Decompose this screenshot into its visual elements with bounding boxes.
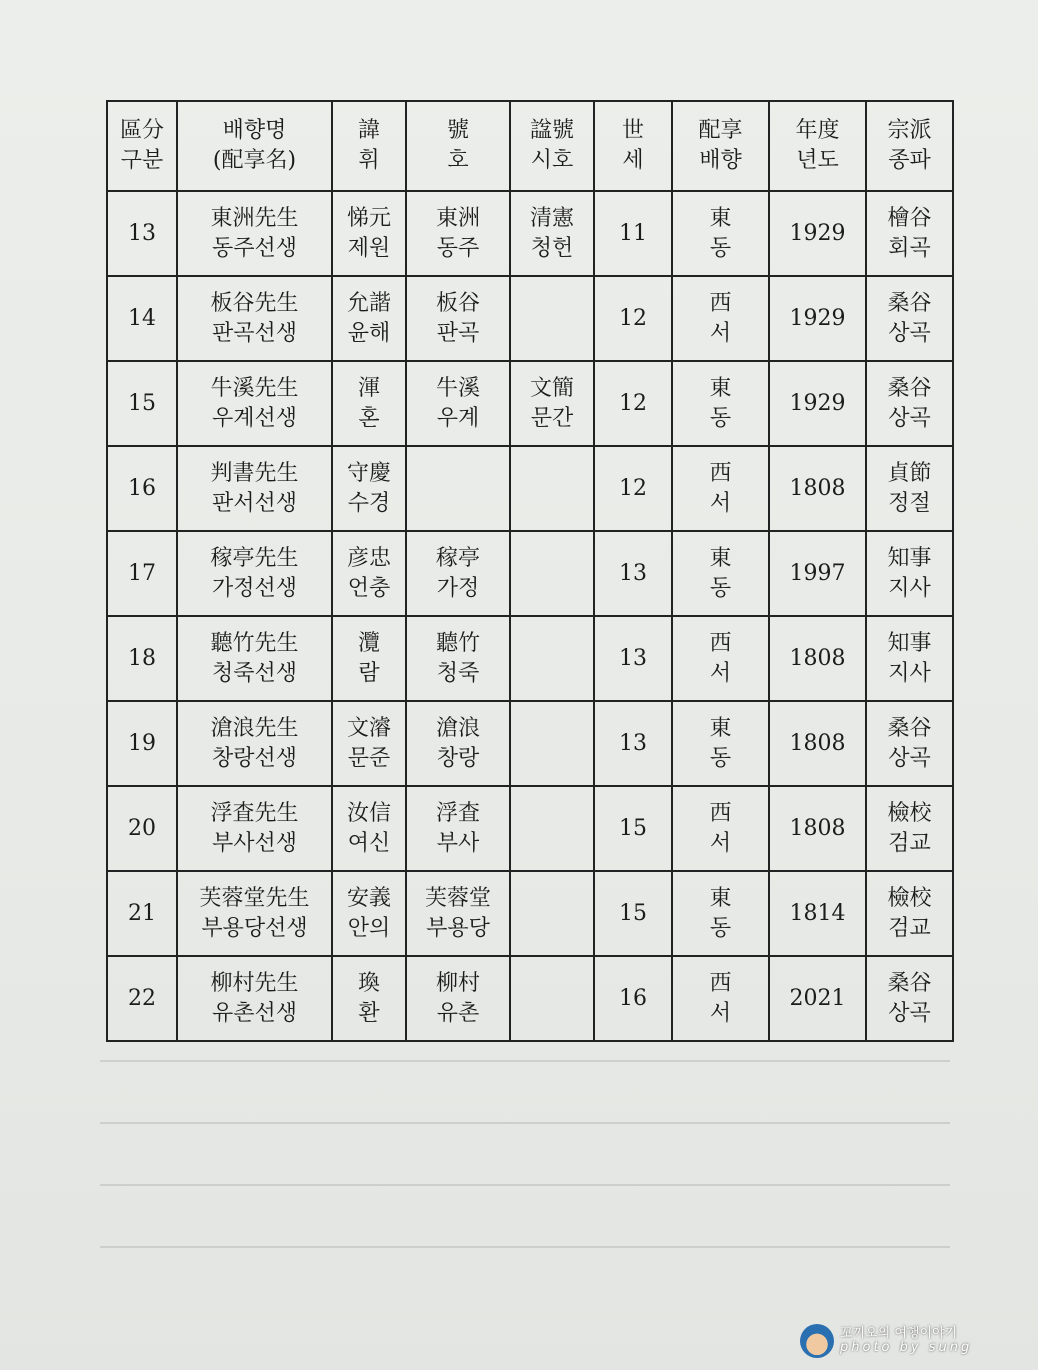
cell-year: 2021 — [769, 956, 866, 1041]
table-row — [107, 191, 953, 276]
cell-gubun: 15 — [107, 361, 177, 446]
cell-siho — [510, 531, 594, 616]
cell-baehyang: 東 동 — [672, 191, 769, 276]
header-gubun: 區分 구분 — [107, 101, 177, 191]
cell-jongpa: 知事 지사 — [866, 616, 953, 701]
header-hwi: 諱 휘 — [332, 101, 406, 191]
cell-hwi: 汝信 여신 — [332, 786, 406, 871]
cell-siho — [510, 786, 594, 871]
cell-se: 13 — [594, 616, 672, 701]
photo-watermark — [800, 1318, 1000, 1362]
cell-name: 判書先生 판서선생 — [177, 446, 332, 531]
cell-jongpa: 桑谷 상곡 — [866, 361, 953, 446]
cell-year: 1808 — [769, 786, 866, 871]
cell-name: 浮査先生 부사선생 — [177, 786, 332, 871]
cell-name: 稼亭先生 가정선생 — [177, 531, 332, 616]
cell-baehyang: 西 서 — [672, 446, 769, 531]
cell-hwi: 灠 람 — [332, 616, 406, 701]
cell-jongpa: 貞節 정절 — [866, 446, 953, 531]
cell-hwi: 守慶 수경 — [332, 446, 406, 531]
bleed-through-table — [100, 1060, 950, 1300]
cell-se: 11 — [594, 191, 672, 276]
cell-ho: 聽竹 청죽 — [406, 616, 510, 701]
cell-gubun: 16 — [107, 446, 177, 531]
cell-gubun: 13 — [107, 191, 177, 276]
watermark-credit: photo by sung — [840, 1340, 973, 1355]
cell-year: 1814 — [769, 871, 866, 956]
cell-name: 東洲先生 동주선생 — [177, 191, 332, 276]
cell-name: 滄浪先生 창랑선생 — [177, 701, 332, 786]
cell-siho — [510, 446, 594, 531]
cell-hwi: 文濬 문준 — [332, 701, 406, 786]
header-siho: 諡號 시호 — [510, 101, 594, 191]
cell-hwi: 渾 혼 — [332, 361, 406, 446]
cell-name: 芙蓉堂先生 부용당선생 — [177, 871, 332, 956]
cell-ho: 稼亭 가정 — [406, 531, 510, 616]
cell-siho: 文簡 문간 — [510, 361, 594, 446]
header-jongpa: 宗派 종파 — [866, 101, 953, 191]
cell-ho — [406, 446, 510, 531]
cell-jongpa: 檢校 검교 — [866, 871, 953, 956]
cell-ho: 芙蓉堂 부용당 — [406, 871, 510, 956]
header-year: 年度 년도 — [769, 101, 866, 191]
cell-gubun: 14 — [107, 276, 177, 361]
cell-se: 12 — [594, 361, 672, 446]
cell-gubun: 18 — [107, 616, 177, 701]
cell-ho: 柳村 유촌 — [406, 956, 510, 1041]
cell-se: 12 — [594, 276, 672, 361]
header-se: 世 세 — [594, 101, 672, 191]
header-baehyangmyeong: 배향명 (配享名) — [177, 101, 332, 191]
cell-siho — [510, 276, 594, 361]
cell-year: 1808 — [769, 446, 866, 531]
cell-gubun: 20 — [107, 786, 177, 871]
cell-year: 1929 — [769, 276, 866, 361]
cell-se: 12 — [594, 446, 672, 531]
cell-year: 1929 — [769, 191, 866, 276]
cell-hwi: 允諧 윤해 — [332, 276, 406, 361]
cell-jongpa: 檢校 검교 — [866, 786, 953, 871]
cell-baehyang: 西 서 — [672, 276, 769, 361]
table-header-row — [107, 101, 953, 191]
table-row — [107, 361, 953, 446]
cell-gubun: 22 — [107, 956, 177, 1041]
cell-name: 牛溪先生 우계선생 — [177, 361, 332, 446]
cell-name: 聽竹先生 청죽선생 — [177, 616, 332, 701]
table-row — [107, 531, 953, 616]
cell-hwi: 安義 안의 — [332, 871, 406, 956]
cell-baehyang: 西 서 — [672, 956, 769, 1041]
cell-se: 13 — [594, 531, 672, 616]
cell-name: 板谷先生 판곡선생 — [177, 276, 332, 361]
table-row — [107, 956, 953, 1041]
cell-siho — [510, 956, 594, 1041]
cell-ho: 牛溪 우계 — [406, 361, 510, 446]
cell-jongpa: 知事 지사 — [866, 531, 953, 616]
cell-ho: 浮査 부사 — [406, 786, 510, 871]
cell-year: 1997 — [769, 531, 866, 616]
cell-gubun: 17 — [107, 531, 177, 616]
header-baehyang: 配享 배향 — [672, 101, 769, 191]
cell-siho — [510, 616, 594, 701]
table-row — [107, 786, 953, 871]
table-row — [107, 871, 953, 956]
watermark-title: 꼬끼오의 여행이야기 — [840, 1326, 958, 1341]
cell-year: 1808 — [769, 616, 866, 701]
cell-hwi: 悌元 제원 — [332, 191, 406, 276]
cell-siho: 清憲 청헌 — [510, 191, 594, 276]
table-row — [107, 276, 953, 361]
cell-baehyang: 東 동 — [672, 531, 769, 616]
cell-hwi: 瑍 환 — [332, 956, 406, 1041]
cell-name: 柳村先生 유촌선생 — [177, 956, 332, 1041]
cell-se: 13 — [594, 701, 672, 786]
cell-year: 1808 — [769, 701, 866, 786]
cell-jongpa: 桑谷 상곡 — [866, 701, 953, 786]
cell-baehyang: 東 동 — [672, 871, 769, 956]
cell-baehyang: 東 동 — [672, 701, 769, 786]
cell-ho: 東洲 동주 — [406, 191, 510, 276]
header-ho: 號 호 — [406, 101, 510, 191]
cell-jongpa: 桑谷 상곡 — [866, 276, 953, 361]
table-row — [107, 701, 953, 786]
cell-baehyang: 西 서 — [672, 786, 769, 871]
cell-ho: 滄浪 창랑 — [406, 701, 510, 786]
cell-jongpa: 桑谷 상곡 — [866, 956, 953, 1041]
avatar — [800, 1324, 834, 1358]
cell-year: 1929 — [769, 361, 866, 446]
cell-gubun: 21 — [107, 871, 177, 956]
cell-se: 15 — [594, 871, 672, 956]
cell-siho — [510, 871, 594, 956]
cell-se: 15 — [594, 786, 672, 871]
cell-hwi: 彦忠 언충 — [332, 531, 406, 616]
cell-siho — [510, 701, 594, 786]
cell-gubun: 19 — [107, 701, 177, 786]
table-row — [107, 616, 953, 701]
cell-ho: 板谷 판곡 — [406, 276, 510, 361]
cell-jongpa: 檜谷 회곡 — [866, 191, 953, 276]
enshrinement-table — [106, 100, 954, 1042]
cell-baehyang: 西 서 — [672, 616, 769, 701]
table-row — [107, 446, 953, 531]
cell-se: 16 — [594, 956, 672, 1041]
cell-baehyang: 東 동 — [672, 361, 769, 446]
